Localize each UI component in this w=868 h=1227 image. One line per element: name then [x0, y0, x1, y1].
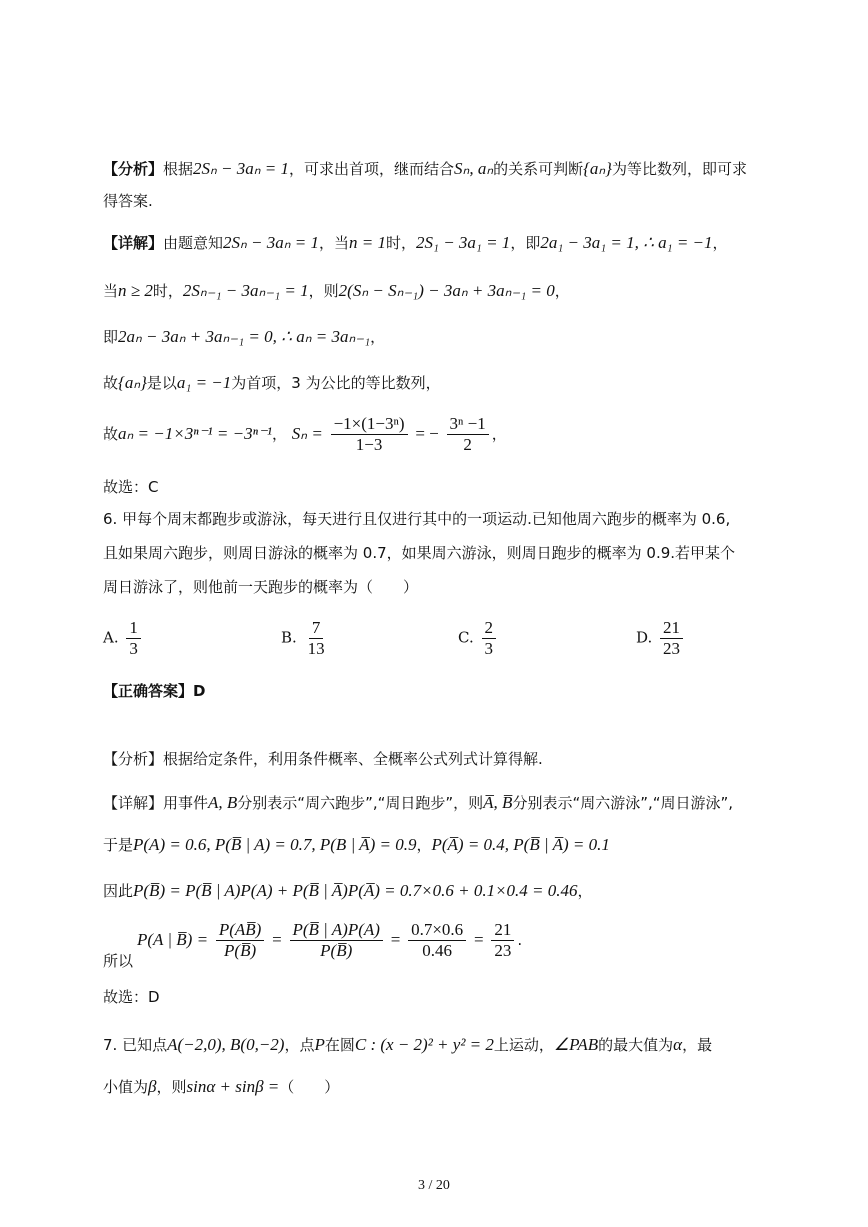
q6-line-3: 周日游泳了，则他前一天跑步的概率为（ ）: [103, 578, 419, 596]
q6-line-1: 6. 甲每个周末都跑步或游泳，每天进行且仅进行其中的一项运动.已知他周六跑步的概率为 0.6,: [103, 510, 731, 528]
cond-prob-fraction-3: $\frac{0.7\times 0.6}{0.46}$: [408, 920, 466, 961]
sum-fraction-2: $\frac{\text{3ⁿ −1}}{2}$: [447, 414, 489, 455]
answer-line-2: 故选：D: [103, 988, 160, 1006]
analysis-tag: 【分析】: [103, 160, 164, 178]
q7-line-1: 7. 已知点A(−2,0), B(0,−2)，点P在圆C : (x − 2)² + y² = 2上运动，∠PAB的最大值为α，最: [103, 1035, 713, 1054]
q6-option-b[interactable]: B. $\frac{7}{13}$: [281, 618, 325, 658]
detail2-line-2: 于是P(A) = 0.6, P(B̅ | A) = 0.7, P(B | A̅) = 0.9，P(A̅) = 0.4, P(B̅ | A̅) = 0.1: [103, 835, 610, 854]
analysis2-line: 【分析】根据给定条件，利用条件概率、全概率公式列式计算得解.: [103, 750, 543, 768]
q6-correct-answer: 【正确答案】D: [103, 682, 206, 700]
analysis-line-1: 【分析】根据2Sₙ − 3aₙ = 1，可求出首项，继而结合Sₙ, aₙ的关系可判断{aₙ}为等比数列，即可求: [103, 159, 747, 178]
answer-line-1: 故选：C: [103, 478, 159, 496]
cond-prob-fraction-2: $\frac{P(B̅ | A)P(A)}{P(B̅)}$: [290, 920, 383, 961]
detail2-so-label: 所以: [103, 952, 134, 970]
q6-line-2: 且如果周六跑步，则周日游泳的概率为 0.7，如果周六游泳，则周日跑步的概率为 0.9.若甲某个: [103, 544, 736, 562]
detail-line-5: 故aₙ = −1×3ⁿ⁻¹ = −3ⁿ⁻¹， Sₙ = $\frac{\text{−1×(1−3ⁿ)}}{1-3}$ = − $\frac{\text{3ⁿ −1}}{2}$ ，: [103, 414, 507, 454]
detail-line-3: 即2aₙ − 3aₙ + 3aₙ₋₁ = 0, ∴ aₙ = 3aₙ₋₁，: [103, 327, 386, 346]
q6-option-c[interactable]: C. $\frac{2}{3}$: [458, 618, 499, 659]
detail-line-1: 【详解】由题意知2Sₙ − 3aₙ = 1，当n = 1时，2S₁ − 3a₁ = 1，即2a₁ − 3a₁ = 1, ∴ a₁ = −1，: [103, 233, 728, 252]
detail2-line-3: 因此P(B̅) = P(B̅ | A)P(A) + P(B̅ | A̅)P(A̅) = 0.7×0.6 + 0.1×0.4 = 0.46，: [103, 881, 593, 900]
detail-line-2: 当n ≥ 2时，2Sₙ₋₁ − 3aₙ₋₁ = 1，则2(Sₙ − Sₙ₋₁) − 3aₙ + 3aₙ₋₁ = 0，: [103, 281, 570, 300]
q6-option-d[interactable]: D. $\frac{21}{23}$: [636, 618, 686, 659]
q7-line-2: 小值为β，则sinα + sinβ =（ ）: [103, 1077, 340, 1096]
q6-option-a[interactable]: A. $\frac{1}{3}$: [103, 618, 144, 659]
detail2-line-1: 【详解】用事件A, B分别表示“周六跑步”,“周日跑步”，则A̅, B̅分别表示“周六游泳”,“周日游泳”,: [103, 793, 734, 812]
cond-prob-fraction-1: $\frac{P(AB̅)}{P(B̅)}$: [216, 920, 264, 961]
detail-line-4: 故{aₙ}是以a₁ = −1为首项，3 为公比的等比数列，: [103, 373, 441, 392]
analysis-line-2: 得答案.: [103, 192, 153, 210]
page-number: 3 / 20: [418, 1178, 450, 1193]
sum-fraction-1: $\frac{\text{−1×(1−3ⁿ)}}{1-3}$: [331, 414, 408, 455]
cond-prob-fraction-4: $\frac{21}{23}$: [491, 920, 514, 961]
detail2-line-4: P(A | B̅) = $\frac{P(AB̅)}{P(B̅)}$ = $\frac{P(B̅ | A)P(A)}{P(B̅)}$ = $\frac{0.7\times 0.6}{0.46}$ = $\frac{21}{23}$ .: [137, 920, 523, 960]
